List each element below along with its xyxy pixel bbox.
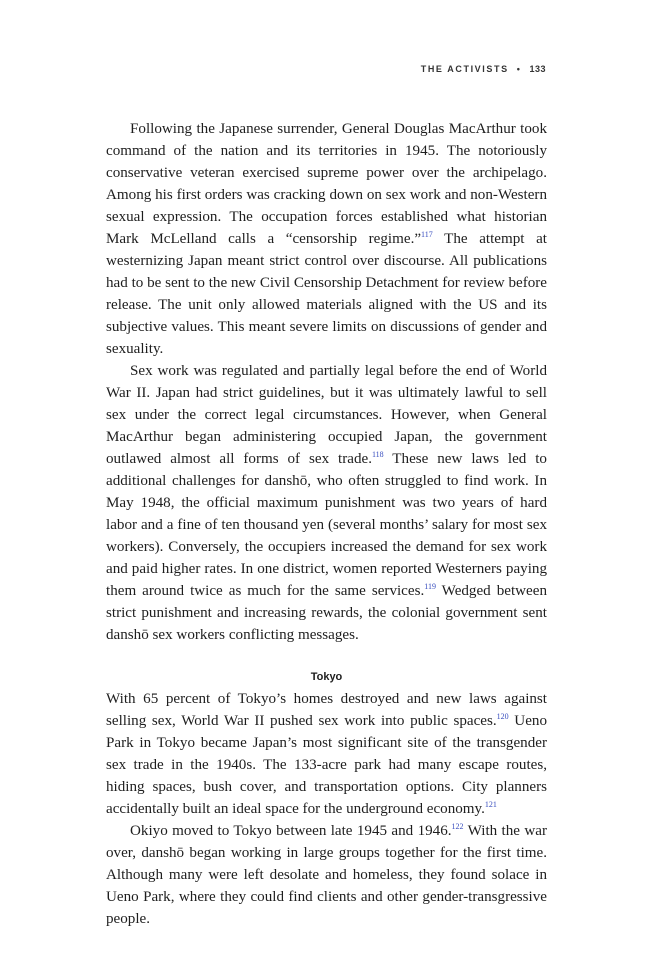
separator-dot: • xyxy=(516,64,522,74)
footnote-ref[interactable]: 122 xyxy=(451,822,464,831)
body-text xyxy=(106,118,547,930)
running-head xyxy=(421,64,546,74)
footnote-ref[interactable]: 120 xyxy=(496,712,509,721)
paragraph: With 65 percent of Tokyo’s homes destroyed and new laws against selling sex, World War II pushed sex work into public spaces.$^{120}$ Ueno Park in Tokyo became Japan’s most significant site of the transgender sex trade in the 1940s. The 133-acre park had many escape routes, hiding spaces, bush cover, and transportation options. City planners accidentally built an ideal space for the underground economy.$^{121}$ xyxy=(106,691,547,817)
footnote-ref[interactable]: 121 xyxy=(484,800,497,809)
paragraph: Sex work was regulated and partially legal before the end of World War II. Japan had strict guidelines, but it was ultimately lawful to sell sex under the correct legal circumstances. However, when General MacArthur began administering occupied Japan, the government outlawed almost all forms of sex trade.$^{118}$ These new laws led to additional challenges for danshō, who often struggled to find work. In May 1948, the official maximum punishment was two years of hard labor and a fine of ten thousand yen (several months’ salary for most sex workers). Conversely, the occupiers increased the demand for sex work and paid higher rates. In one district, women reported Westerners paying them around twice as much for the same services.$^{119}$ Wedged between strict punishment and increasing rewards, the colonial government sent danshō sex workers conflicting messages. xyxy=(106,363,548,643)
section-heading: Tokyo xyxy=(310,671,343,683)
footnote-ref[interactable]: 117 xyxy=(421,230,433,239)
paragraph: Okiyo moved to Tokyo between late 1945 and 1946.$^{122}$ With the war over, danshō began working in large groups together for the first time. Although many were left desolate and homeless, they found solace in Ueno Park, where they could find clients and other gender-transgressive people. xyxy=(106,822,547,927)
footnote-ref[interactable]: 119 xyxy=(424,582,436,591)
page-number: 133 xyxy=(529,64,546,74)
section-title: THE ACTIVISTS xyxy=(420,64,509,74)
footnote-ref[interactable]: 118 xyxy=(371,450,384,459)
paragraph: Following the Japanese surrender, General Douglas MacArthur took command of the nation and its territories in 1945. The notoriously conservative veteran exercised supreme power over the archipelago. Among his first orders was cracking down on sex work and non-Western sexual expression. The occupation forces established what historian Mark McLelland calls a “censorship regime.”$^{117}$ The attempt at westernizing Japan meant strict control over discourse. All publications had to be sent to the new Civil Censorship Detachment for review before release. The unit only allowed materials aligned with the US and its subjective values. This meant severe limits on discussions of gender and sexuality. xyxy=(106,121,547,357)
